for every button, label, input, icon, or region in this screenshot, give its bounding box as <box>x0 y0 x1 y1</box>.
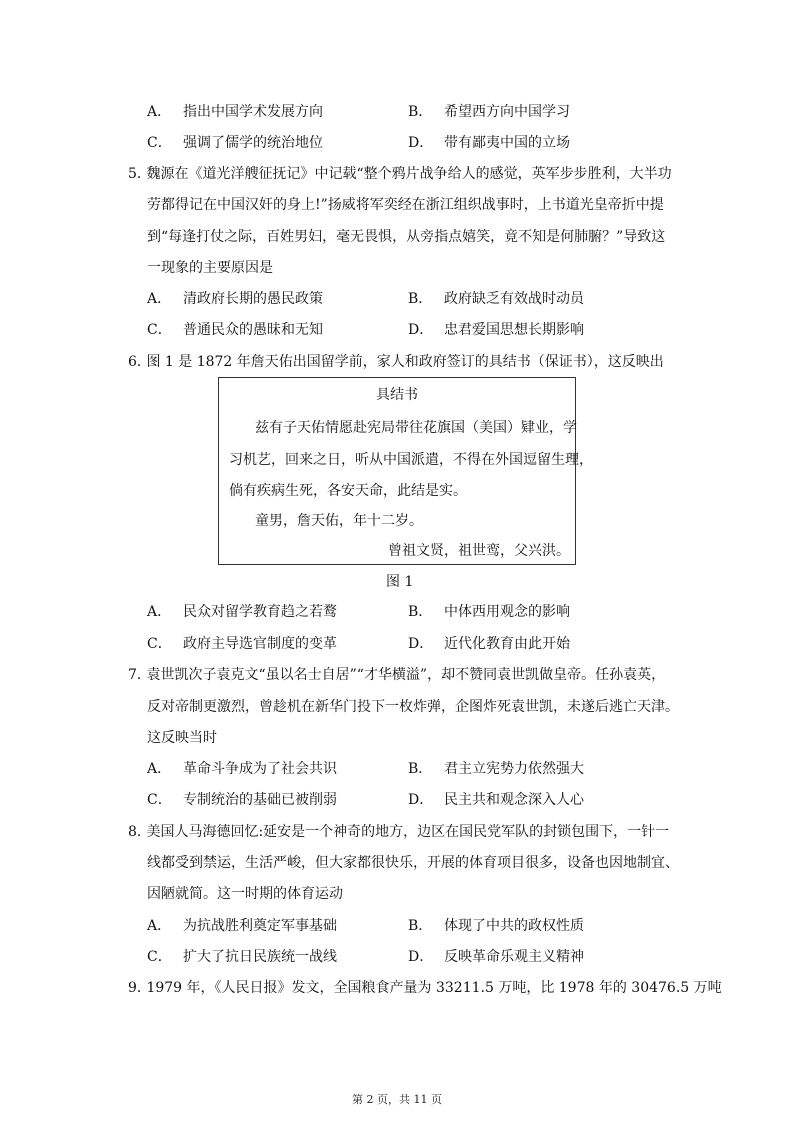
q8-stem-line-2: 线都受到禁运，生活严峻，但大家都很快乐，开展的体育项目很多，设备也因地制宜、 <box>147 855 679 871</box>
q6-option-c[interactable]: C． 政府主导选官制度的变革 <box>147 636 337 652</box>
page-footer: 第 2 页，共 11 页 <box>352 1093 442 1106</box>
q5-option-b[interactable]: B． 政府缺乏有效战时动员 <box>408 291 584 307</box>
q8-stem-line-3: 因陋就简。这一时期的体育运动 <box>147 886 343 902</box>
q4-option-c[interactable]: C． 强调了儒学的统治地位 <box>147 135 323 151</box>
q7-number: 7． <box>128 667 151 683</box>
q9-stem-line-1: 9． 1979 年，《人民日报》发文，全国粮食产量为 33211.5 万吨，比 1978 年的 30476.5 万吨 <box>128 980 722 996</box>
q7-stem-line-1: 7． 袁世凯次子袁克文“虽以名士自居”“才华横溢”，却不赞同袁世凯做皇帝。任孙袁英， <box>128 667 666 683</box>
q8-option-b[interactable]: B． 体现了中共的政权性质 <box>408 918 584 934</box>
q7-option-d[interactable]: D． 民主共和观念深入人心 <box>408 792 584 808</box>
figure-line-1: 兹有子天佑情愿赴宪局带往花旗国（美国）肄业，学 <box>255 420 577 436</box>
q5-number: 5． <box>128 166 151 182</box>
q8-number: 8． <box>128 824 151 840</box>
q6-option-b[interactable]: B． 中体西用观念的影响 <box>408 604 570 620</box>
figure-line-3: 倘有疾病生死，各安天命，此结是实。 <box>229 483 467 499</box>
q8-option-d[interactable]: D． 反映革命乐观主义精神 <box>408 949 584 965</box>
figure-title: 具结书 <box>376 387 418 403</box>
q4-option-b[interactable]: B． 希望西方向中国学习 <box>408 104 570 120</box>
q7-option-b[interactable]: B． 君主立宪势力依然强大 <box>408 761 584 777</box>
q5-stem-line-2: 劳都得记在中国汉奸的身上!”扬威将军奕经在浙江组织战事时，上书道光皇帝折中提 <box>147 197 664 213</box>
figure-caption: 图 1 <box>386 574 414 590</box>
figure-signature-line: 曾祖文贤，祖世鸾，父兴洪。 <box>388 543 570 559</box>
q8-option-a[interactable]: A． 为抗战胜利奠定军事基础 <box>147 918 337 934</box>
q6-option-a[interactable]: A． 民众对留学教育趋之若鹜 <box>147 604 337 620</box>
q5-stem-line-3: 到“每逢打仗之际，百姓男妇，毫无畏惧，从旁指点嬉笑，竟不知是何肺腑？”导致这 <box>147 229 666 245</box>
q7-stem-line-2: 反对帝制更激烈，曾趁机在新华门投下一枚炸弹，企图炸死袁世凯，未遂后逃亡天津。 <box>147 699 679 715</box>
q8-option-c[interactable]: C． 扩大了抗日民族统一战线 <box>147 949 337 965</box>
q7-stem-line-3: 这反映当时 <box>147 730 217 746</box>
q5-stem-line-4: 一现象的主要原因是 <box>147 260 273 276</box>
q5-stem-line-1: 5． 魏源在《道光洋艘征抚记》中记载“整个鸦片战争给人的感觉，英军步步胜利，大半功 <box>128 166 672 182</box>
q6-stem-line-1: 6． 图 1 是 1872 年詹天佑出国留学前，家人和政府签订的具结书（保证书），这反映出 <box>128 354 664 370</box>
q6-number: 6． <box>128 354 151 370</box>
pledge-document-figure <box>218 377 576 565</box>
q7-option-a[interactable]: A． 革命斗争成为了社会共识 <box>147 761 337 777</box>
q7-option-c[interactable]: C． 专制统治的基础已被削弱 <box>147 792 337 808</box>
q4-option-a[interactable]: A． 指出中国学术发展方向 <box>147 104 323 120</box>
q5-option-a[interactable]: A． 清政府长期的愚民政策 <box>147 291 323 307</box>
q9-number: 9． <box>128 980 151 996</box>
q6-option-d[interactable]: D． 近代化教育由此开始 <box>408 636 570 652</box>
q5-option-c[interactable]: C． 普通民众的愚昧和无知 <box>147 322 323 338</box>
figure-line-4: 童男，詹天佑，年十二岁。 <box>255 513 423 529</box>
q4-option-d[interactable]: D． 带有鄙夷中国的立场 <box>408 135 570 151</box>
q8-stem-line-1: 8． 美国人马海德回忆:延安是一个神奇的地方，边区在国民党军队的封锁包围下，一针一 <box>128 824 670 840</box>
figure-line-2: 习机艺，回来之日，听从中国派遣，不得在外国逗留生理， <box>229 452 593 468</box>
q5-option-d[interactable]: D． 忠君爱国思想长期影响 <box>408 322 584 338</box>
